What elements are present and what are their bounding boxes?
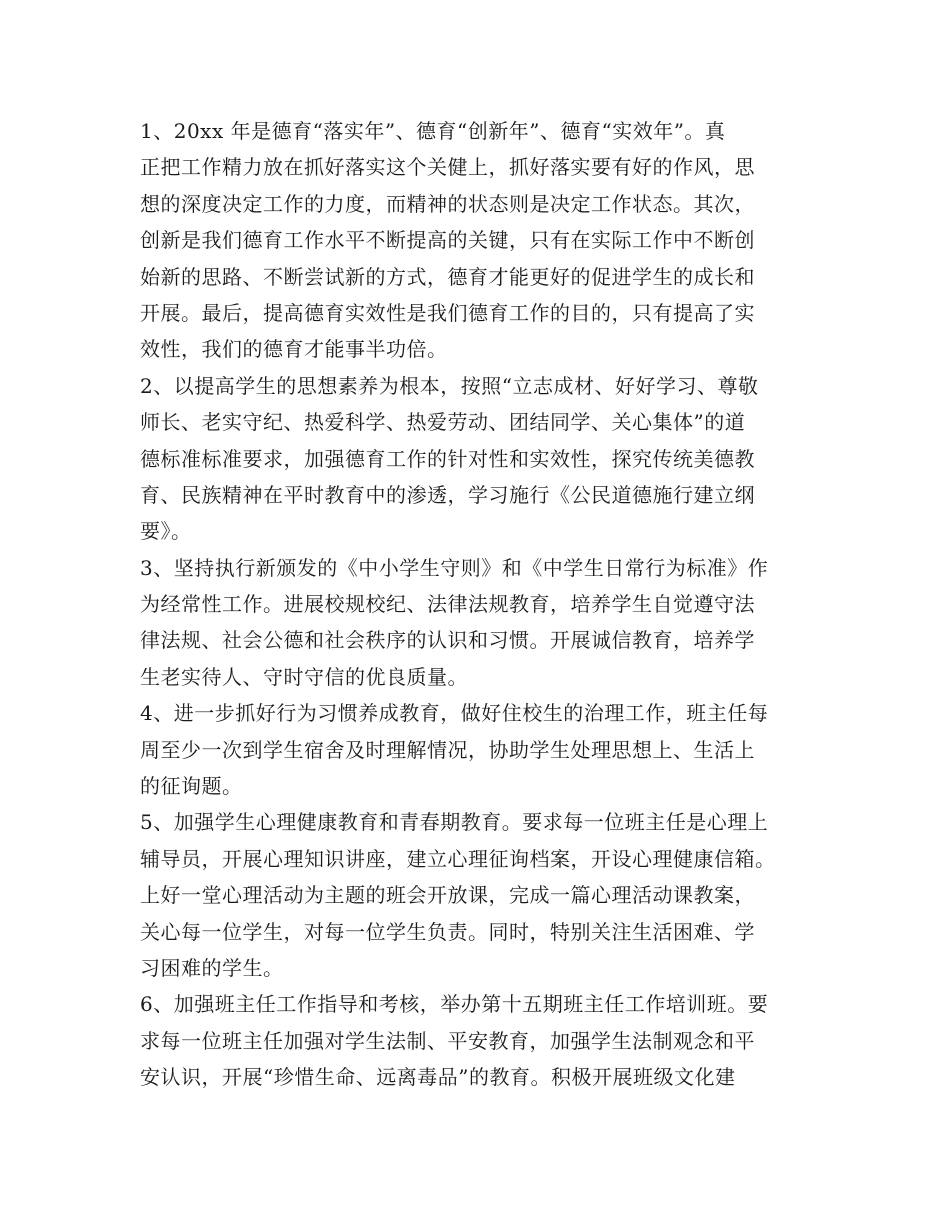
text-line: 始新的思路、不断尝试新的方式，德育才能更好的促进学生的成长和	[140, 264, 755, 289]
text-line: 为经常性工作。进展校规校纪、法律法规教育，培养学生自觉遵守法	[140, 592, 755, 617]
text-line: 育、民族精神在平时教育中的渗透，学习施行《公民道德施行建立纲	[140, 482, 755, 507]
text-line: 开展。最后，提高德育实效性是我们德育工作的目的，只有提高了实	[140, 300, 755, 325]
text-line: 2、以提高学生的思想素养为根本，按照“立志成材、好好学习、尊敬	[140, 373, 759, 398]
text-line: 的征询题。	[140, 774, 243, 799]
text-line: 要》。	[140, 519, 192, 544]
text-line: 关心每一位学生，对每一位学生负责。同时，特别关注生活困难、学	[140, 919, 755, 944]
text-line: 律法规、社会公德和社会秩序的认识和习惯。开展诚信教育，培养学	[140, 628, 755, 653]
text-line: 周至少一次到学生宿舍及时理解情况，协助学生处理思想上、生活上	[140, 737, 755, 762]
text-line: 5、加强学生心理健康教育和青春期教育。要求每一位班主任是心理上	[140, 810, 769, 835]
text-line: 上好一堂心理活动为主题的班会开放课，完成一篇心理活动课教案，	[140, 883, 755, 908]
text-line: 师长、老实守纪、热爱科学、热爱劳动、团结同学、关心集体”的道	[140, 410, 746, 435]
text-line: 创新是我们德育工作水平不断提高的关键，只有在实际工作中不断创	[140, 228, 755, 253]
text-line: 6、加强班主任工作指导和考核，举办第十五期班主任工作培训班。要	[140, 992, 769, 1017]
text-line: 辅导员，开展心理知识讲座，建立心理征询档案，开设心理健康信箱。	[140, 846, 776, 871]
text-line: 效性，我们的德育才能事半功倍。	[140, 337, 448, 362]
text-line: 正把工作精力放在抓好落实这个关健上，抓好落实要有好的作风，思	[140, 155, 755, 180]
text-line: 安认识，开展“珍惜生命、远离毒品”的教育。积极开展班级文化建	[140, 1065, 736, 1090]
text-line: 生老实待人、守时守信的优良质量。	[140, 664, 468, 689]
text-line: 想的深度决定工作的力度，而精神的状态则是决定工作状态。其次，	[140, 191, 755, 216]
text-line: 德标准标准要求，加强德育工作的针对性和实效性，探究传统美德教	[140, 446, 755, 471]
text-line: 求每一位班主任加强对学生法制、平安教育，加强学生法制观念和平	[140, 1028, 755, 1053]
body-text	[140, 113, 830, 1096]
text-line: 4、进一步抓好行为习惯养成教育，做好住校生的治理工作，班主任每	[140, 701, 769, 726]
text-line: 3、坚持执行新颁发的《中小学生守则》和《中学生日常行为标准》作	[140, 555, 769, 580]
text-line: 1、20xx 年是德育“落实年”、德育“创新年”、德育“实效年”。真	[140, 119, 726, 143]
text-line: 习困难的学生。	[140, 955, 284, 980]
